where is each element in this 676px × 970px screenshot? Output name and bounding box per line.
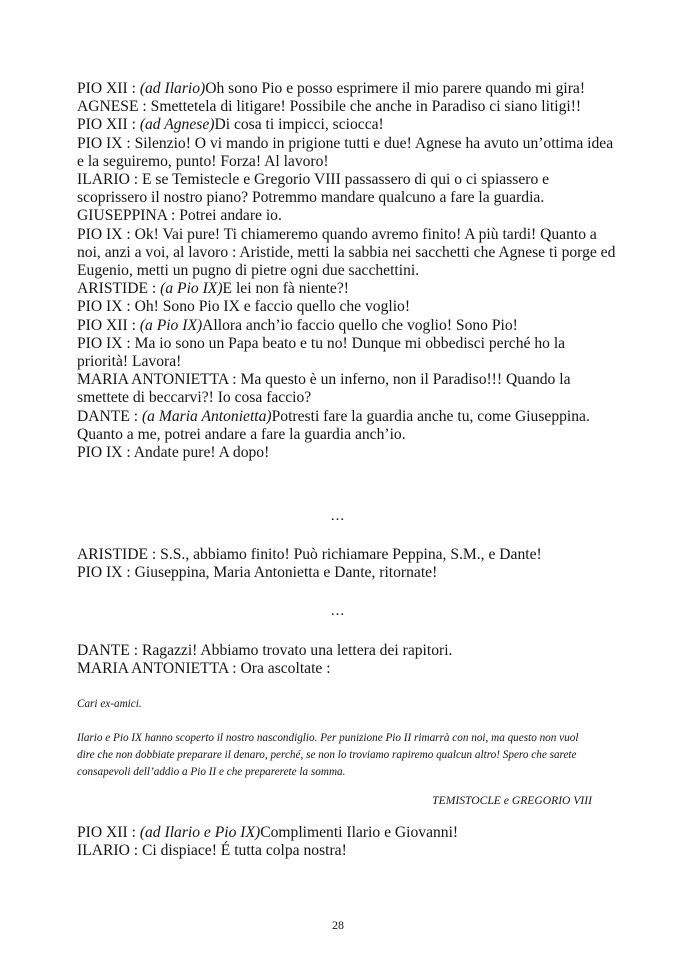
dialog-block-2 — [77, 546, 617, 582]
letter-salutation: Cari ex-amici. — [77, 698, 142, 710]
dialog-line: MARIA ANTONIETTA : Ma questo è un inferno, non il Paradiso!!! Quando la smettete di beccarvi?! Io cosa faccio? — [77, 371, 571, 407]
dialog-line: PIO XII : (ad Ilario e Pio IX)Complimenti Ilario e Giovanni! — [77, 824, 459, 841]
dialog-line: PIO IX : Andate pure! A dopo! — [77, 444, 270, 462]
dialog-line: PIO IX : Giuseppina, Maria Antonietta e Dante, ritornate! — [77, 564, 438, 582]
letter-body: Ilario e Pio IX hanno scoperto il nostro nascondiglio. Per punizione Pio II rimarrà con noi, ma questo non vuol dire che non dobbiate preparare il denaro, perché, se non lo troviamo rapiremo qualcun altro! Spero che sarete consapevoli dell’addio a Pio II e che preparerete la somma. — [77, 732, 579, 778]
dialog-block-4 — [77, 824, 617, 860]
dialog-line: DANTE : Ragazzi! Abbiamo trovato una lettera dei rapitori. — [77, 642, 453, 659]
dialog-line: AGNESE : Smettetela di litigare! Possibile che anche in Paradiso ci siano litigi!! — [77, 98, 582, 116]
dialog-line: ARISTIDE : S.S., abbiamo finito! Può richiamare Peppina, S.M., e Dante! — [77, 546, 542, 563]
scene-break-ellipsis: ... — [330, 508, 346, 524]
dialog-block-3 — [77, 642, 617, 678]
dialog-line: MARIA ANTONIETTA : Ora ascoltate : — [77, 660, 331, 678]
dialog-line: ILARIO : Ci dispiace! É tutta colpa nostra! — [77, 842, 347, 860]
dialog-line: ARISTIDE : (a Pio IX)E lei non fà niente?! — [77, 280, 349, 298]
dialog-line: PIO IX : Ok! Vai pure! Ti chiameremo quando avremo finito! A più tardi! Quanto a noi, anzi a voi, al lavoro : Aristide, metti la sabbia nei sacchetti che Agnese ti porge ed Eugenio, metti un pugno di pietre ogni due sacchettini. — [77, 225, 616, 280]
page-number: 28 — [332, 918, 344, 932]
dialog-line: PIO XII : (a Pio IX)Allora anch’io faccio quello che voglio! Sono Pio! — [77, 316, 518, 334]
letter-signature: TEMISTOCLE e GREGORIO VIII — [432, 794, 592, 807]
dialog-line: ILARIO : E se Temistecle e Gregorio VIII passassero di qui o ci spiassero e scoprissero il nostro piano? Potremmo mandare qualcuno a fare la guardia. — [77, 171, 550, 207]
dialog-line: DANTE : (a Maria Antonietta)Potresti fare la guardia anche tu, come Giuseppina. Quanto a me, potrei andare a fare la guardia anch’io. — [77, 407, 590, 443]
scene-break-ellipsis: ... — [330, 603, 346, 619]
dialog-line: PIO IX : Ma io sono un Papa beato e tu no! Dunque mi obbedisci perché ho la priorità! Lavora! — [77, 334, 566, 371]
dialog-line: GIUSEPPINA : Potrei andare io. — [77, 207, 282, 225]
dialog-block-1 — [77, 80, 617, 462]
dialog-line: PIO XII : (ad Agnese)Di cosa ti impicci, sciocca! — [77, 116, 384, 134]
dialog-line: PIO XII : (ad Ilario)Oh sono Pio e posso esprimere il mio parere quando mi gira! — [77, 80, 586, 97]
dialog-line: PIO IX : Silenzio! O vi mando in prigione tutti e due! Agnese ha avuto un’ottima idea e la seguiremo, punto! Forza! Al lavoro! — [77, 134, 614, 170]
dialog-line: PIO IX : Oh! Sono Pio IX e faccio quello che voglio! — [77, 298, 411, 316]
